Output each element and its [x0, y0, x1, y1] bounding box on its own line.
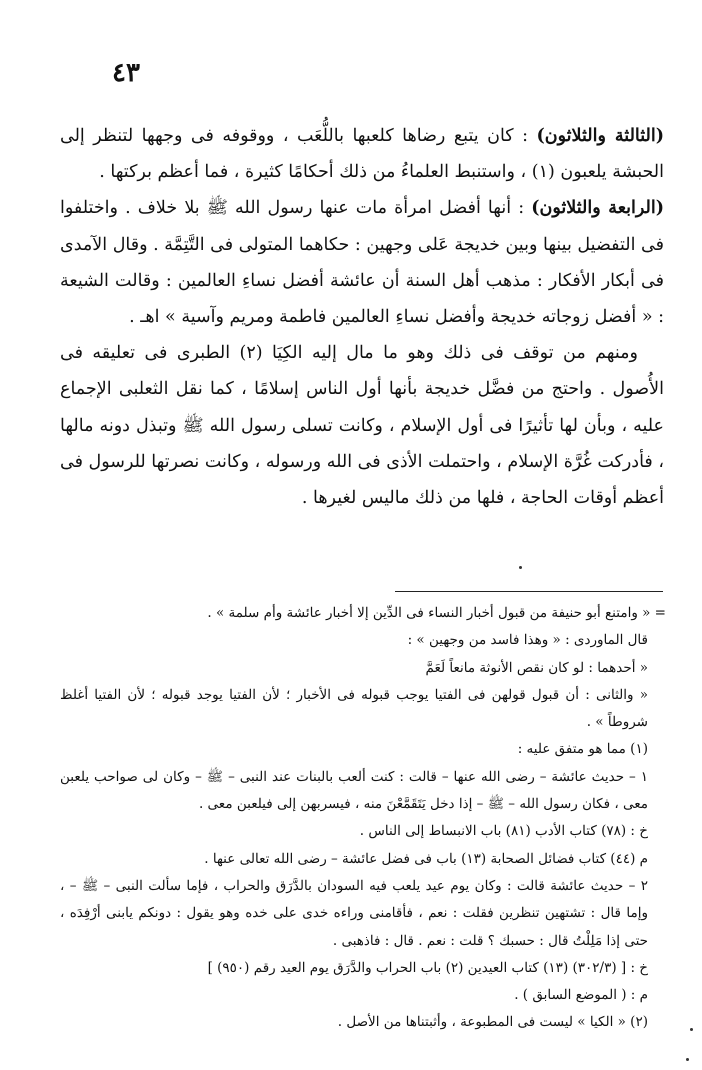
- footnote-line: ١ – حديث عائشة – رضى الله عنها – قالت : كنت ألعب بالبنات عند النبى – ﷺ – وكان لى صواحب يلعبن معى ، فكان رسول الله – ﷺ – إذا دخل يَتَقَمَّعْنَ منه ، فيسربهن إلى فيلعبن معى .: [60, 768, 648, 813]
- footnotes: [60, 600, 666, 1037]
- footnote-line: « أحدهما : لو كان نقص الأنوثة مانعاً لَعَمَّ: [425, 659, 648, 676]
- footnote-divider: [395, 591, 663, 592]
- footnote-line: (١) مما هو متفق عليه :: [517, 741, 648, 758]
- heading-34: (الرابعة والثلاثون): [531, 198, 664, 219]
- scan-speck: [519, 566, 522, 569]
- page-number: ٤٣: [112, 58, 140, 88]
- footnote-line: م : ( الموضع السابق ) .: [514, 987, 648, 1004]
- footnote-line: « والثانى : أن قبول قولهن فى الفتيا يوجب قبوله فى الأخبار ؛ لأن الفتيا يوجد قبوله ؛ لأن الفتيا أغلظ شروطاً » .: [60, 686, 648, 731]
- footnote-line: م (٤٤) كتاب فضائل الصحابة (١٣) باب فى فضل عائشة – رضى الله تعالى عنها .: [204, 850, 648, 867]
- scan-speck: [690, 1028, 693, 1031]
- heading-33: (الثالثة والثلاثون): [536, 126, 664, 146]
- footnote-line: خ : [ (٣٠٢/٣) (١٣) كتاب العيدين (٢) باب الحراب والدَّرَق يوم العيد رقم (٩٥٠) ]: [207, 959, 648, 976]
- scan-speck: [686, 1058, 689, 1061]
- paragraph-3: ومنهم من توقف فى ذلك وهو ما مال إليه الكِيَا (٢) الطبرى فى تعليقه فى الأُصول . واحتج من فضَّل خديجة بأنها أول الناس إسلامًا ، كما نقل الثعلبى الإجماع عليه ، وبأن لها تأثيرًا فى أول الإسلام ، وكانت تسلى رسول الله ﷺ وتبذل دونه مالها ، فأدركت غُرَّة الإسلام ، واحتملت الأذى فى الله ورسوله ، وكانت نصرتها للرسول فى أعظم أوقات الحاجة ، فلها من ذلك ماليس لغيرها .: [60, 343, 664, 509]
- paragraph-33: [60, 118, 664, 190]
- paragraph-34-text: : أنها أفضل امرأة مات عنها رسول الله ﷺ بلا خلاف . واختلفوا فى التفضيل بينها وبين خديجة عَلى وجهين : حكاهما المتولى فى التَّتِمَّة . وقال الآمدى فى أبكار الأفكار : مذهب أهل السنة أن عائشة أفضل نساءِ العالمين : وقالت الشيعة : « أفضل زوجاته خديجة وأفضل نساءِ العالمين فاطمة ومريم وآسية » اهـ .: [60, 198, 664, 328]
- footnote-line: خ : (٧٨) كتاب الأدب (٨١) باب الانبساط إلى الناس .: [359, 823, 648, 840]
- footnote-line: (٢) « الكيا » ليست فى المطبوعة ، وأثبتناها من الأصل .: [337, 1014, 648, 1031]
- footnote-line: قال الماوردى : « وهذا فاسد من وجهين » :: [407, 632, 648, 649]
- paragraph-33-text: : كان يتبع رضاها كلعبها باللُّعَب ، ووقوفه فى وجهها لتنظر إلى الحبشة يلعبون (١) ، واستنبط العلماءُ من ذلك أحكامًا كثيرة ، فما أعظم بركتها .: [60, 126, 664, 183]
- footnote-line: = « وامتنع أبو حنيفة من قبول أخبار النساء فى الدِّين إلا أخبار عائشة وأم سلمة » .: [207, 605, 666, 621]
- main-text: [60, 118, 664, 516]
- footnote-line: ٢ – حديث عائشة قالت : وكان يوم عيد يلعب فيه السودان بالدَّرَق والحراب ، فإما سألت النبى – ﷺ – ، وإما قال : تشتهين تنظرين فقلت : نعم ، فأقامنى وراءه خدى على خده وهو يقول : دونكم يابنى أرْفِدَه ، حتى إذا مَلِلْتُ قال : حسبك ؟ قلت : نعم . قال : فاذهبى .: [60, 877, 648, 949]
- paragraph-34: [60, 190, 664, 335]
